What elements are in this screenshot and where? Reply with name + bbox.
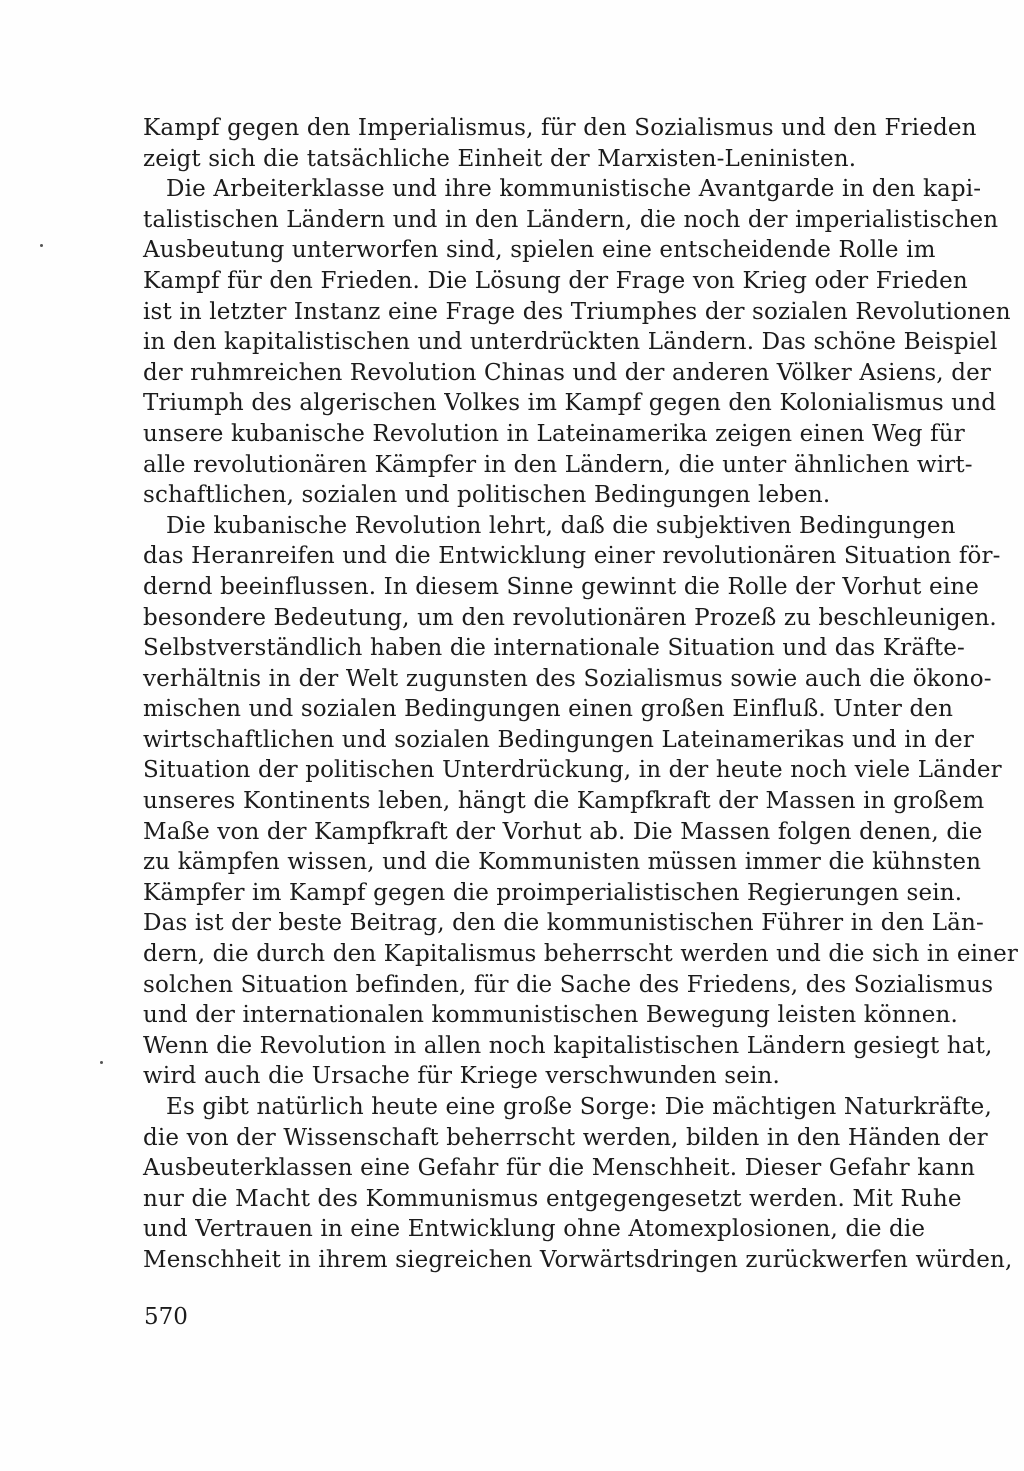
body-text (143, 113, 1018, 1276)
text-line: in den kapitalistischen und unterdrückten Ländern. Das schöne Beispiel (143, 329, 998, 356)
text-line: Es gibt natürlich heute eine große Sorge: Die mächtigen Naturkräfte, (166, 1094, 992, 1120)
text-line: unsere kubanische Revolution in Lateinamerika zeigen einen Weg für (143, 420, 965, 447)
text-line: mischen und sozialen Bedingungen einen großen Einfluß. Unter den (143, 696, 954, 723)
text-line: und der internationalen kommunistischen Bewegung leisten können. (143, 1002, 958, 1029)
text-line: talistischen Ländern und in den Ländern, die noch der imperialistischen (143, 206, 999, 233)
text-line: zu kämpfen wissen, und die Kommunisten müssen immer die kühnsten (143, 849, 982, 876)
text-line: das Heranreifen und die Entwicklung einer revolutionären Situation för- (143, 543, 1001, 570)
text-line: alle revolutionären Kämpfer in den Ländern, die unter ähnlichen wirt- (143, 451, 973, 478)
text-line: Maße von der Kampfkraft der Vorhut ab. Die Massen folgen denen, die (143, 818, 983, 845)
scan-speck (40, 244, 43, 247)
text-line: schaftlichen, sozialen und politischen Bedingungen leben. (143, 482, 831, 509)
text-line: Situation der politischen Unterdrückung, in der heute noch viele Länder (143, 757, 1002, 784)
text-line: solchen Situation befinden, für die Sache des Friedens, des Sozialismus (143, 971, 994, 998)
text-line: Kampf für den Frieden. Die Lösung der Frage von Krieg oder Frieden (143, 267, 968, 294)
text-line: Kämpfer im Kampf gegen die proimperialistischen Regierungen sein. (143, 879, 963, 906)
text-line: und Vertrauen in eine Entwicklung ohne Atomexplosionen, die die (143, 1216, 926, 1243)
text-line: zeigt sich die tatsächliche Einheit der Marxisten-Leninisten. (143, 145, 857, 172)
text-line: Das ist der beste Beitrag, den die kommunistischen Führer in den Län- (143, 910, 984, 937)
text-line: besondere Bedeutung, um den revolutionären Prozeß zu beschleunigen. (143, 604, 997, 631)
scan-speck (100, 1061, 103, 1064)
text-line: ist in letzter Instanz eine Frage des Triumphes der sozialen Revolutionen (143, 298, 1011, 325)
text-line: Wenn die Revolution in allen noch kapitalistischen Ländern gesiegt hat, (143, 1032, 993, 1059)
text-line: unseres Kontinents leben, hängt die Kampfkraft der Massen in großem (143, 788, 985, 815)
text-line: der ruhmreichen Revolution Chinas und der anderen Völker Asiens, der (143, 359, 991, 386)
text-line: Ausbeutung unterworfen sind, spielen eine entscheidende Rolle im (143, 237, 936, 264)
text-line: Menschheit in ihrem siegreichen Vorwärtsdringen zurückwerfen würden, (143, 1246, 1013, 1273)
text-line: Die Arbeiterklasse und ihre kommunistische Avantgarde in den kapi- (166, 176, 982, 203)
text-line: Triumph des algerischen Volkes im Kampf gegen den Kolonialismus und (143, 390, 997, 417)
text-line: Ausbeuterklassen eine Gefahr für die Menschheit. Dieser Gefahr kann (143, 1155, 976, 1182)
page-number: 570 (144, 1304, 188, 1330)
text-line: Selbstverständlich haben die internationale Situation und das Kräfte- (143, 635, 965, 662)
text-line: verhältnis in der Welt zugunsten des Sozialismus sowie auch die ökono- (143, 665, 992, 692)
text-line: die von der Wissenschaft beherrscht werden, bilden in den Händen der (143, 1124, 988, 1151)
text-line: wird auch die Ursache für Kriege verschwunden sein. (143, 1063, 780, 1090)
text-line: nur die Macht des Kommunismus entgegengesetzt werden. Mit Ruhe (143, 1185, 962, 1212)
text-line: Die kubanische Revolution lehrt, daß die subjektiven Bedingungen (166, 512, 956, 539)
text-line: dern, die durch den Kapitalismus beherrscht werden und die sich in einer (143, 941, 1018, 968)
text-line: dernd beeinflussen. In diesem Sinne gewinnt die Rolle der Vorhut eine (143, 573, 979, 600)
text-line: wirtschaftlichen und sozialen Bedingungen Lateinamerikas und in der (143, 726, 974, 753)
text-line: Kampf gegen den Imperialismus, für den Sozialismus und den Frieden (143, 115, 977, 141)
